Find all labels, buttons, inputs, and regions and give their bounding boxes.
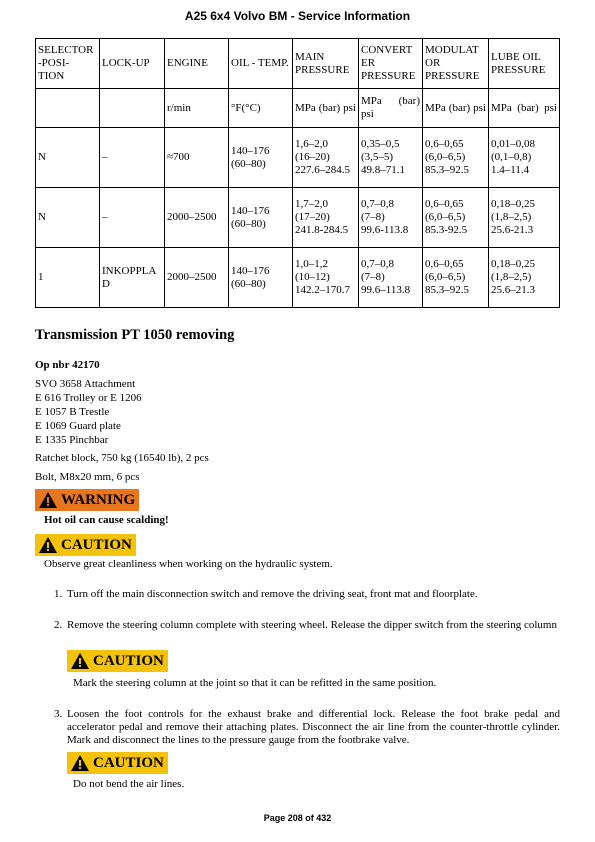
mpa: 0,7–0,8: [361, 198, 394, 210]
step-2: [54, 619, 560, 632]
step-text: Remove the steering column complete with steering wheel. Release the dipper switch from the steering column: [67, 619, 557, 631]
bar: (3,5–5): [361, 151, 394, 163]
step-text: Loosen the foot controls for the exhaust brake and differential lock. Release the foot brake pedal and accelerator pedal and remove their attaching plates. Disconnect the air line from the counter-throttle cylinder. Mark and disconnect the lines to the pressure gauge from the footbrake valve.: [67, 708, 560, 746]
page-header: A25 6x4 Volvo BM - Service Information: [184, 9, 411, 23]
tool-item: E 1335 Pinchbar: [35, 434, 109, 446]
caution-triangle-icon: [38, 536, 58, 554]
lube-pressure-cell: [489, 128, 560, 188]
modulator-pressure-cell: [423, 248, 489, 308]
col-header: SELECTOR -POSI- TION: [36, 39, 100, 89]
caution-text: Observe great cleanliness when working on the hydraulic system.: [44, 558, 333, 570]
psi: 99.6–113.8: [361, 284, 411, 296]
oil-f: 140–176: [231, 264, 270, 277]
col-header: ENGINE: [165, 39, 229, 89]
mpa: 0,6–0,65: [425, 138, 464, 150]
tool-item: E 616 Trolley or E 1206: [35, 392, 142, 404]
bar: (16–20): [295, 151, 330, 163]
warning-triangle-icon: [38, 491, 58, 509]
psi: 85.3–92.5: [425, 164, 469, 176]
mpa: 1,7–2,0: [295, 198, 328, 210]
bolt-line: Bolt, M8x20 mm, 6 pcs: [35, 471, 140, 483]
bar: (6,0–6,5): [425, 151, 466, 163]
table-row: [36, 128, 560, 188]
unit-cell: MPa (bar) psi: [359, 89, 423, 128]
bar: (17–20): [295, 211, 330, 223]
mpa: 0,6–0,65: [425, 258, 464, 270]
unit-cell: MPa (bar) psi: [423, 89, 489, 128]
step-3: [54, 708, 560, 747]
ratchet-line: Ratchet block, 750 kg (16540 lb), 2 pcs: [35, 452, 209, 464]
caution-badge: [67, 752, 168, 774]
lockup-cell: –: [100, 128, 165, 188]
tool-list: [35, 377, 142, 447]
converter-pressure-cell: [359, 128, 423, 188]
engine-cell: 2000–2500: [165, 188, 229, 248]
col-header: MAIN PRESSURE: [293, 39, 359, 89]
converter-pressure-cell: [359, 188, 423, 248]
caution-triangle-icon: [70, 754, 90, 772]
step-1: [54, 588, 560, 601]
caution-label: CAUTION: [93, 754, 164, 771]
mpa: 0,01–0,08: [491, 138, 535, 150]
converter-pressure-cell: [359, 248, 423, 308]
table-row: [36, 248, 560, 308]
caution-text: Do not bend the air lines.: [73, 778, 185, 790]
mpa: 0,18–0,25: [491, 258, 535, 270]
mpa: 0,6–0,65: [425, 198, 464, 210]
bar: (1,8–2,5): [491, 211, 532, 223]
unit-cell: MPa (bar) psi: [489, 89, 560, 128]
psi: 25.6-21.3: [491, 224, 534, 236]
engine-cell: ≈700: [165, 128, 229, 188]
selector-cell: N: [36, 128, 100, 188]
unit-cell: [36, 89, 100, 128]
warning-badge: [35, 489, 139, 511]
tool-item: E 1069 Guard plate: [35, 420, 121, 432]
psi: 85.3–92.5: [425, 284, 469, 296]
oil-f: 140–176: [231, 144, 270, 157]
bar: (0,1–0,8): [491, 151, 532, 163]
mpa: 0,35–0,5: [361, 138, 400, 150]
lockup-cell: INKOPPLA D: [100, 248, 165, 308]
lube-pressure-cell: [489, 248, 560, 308]
selector-cell: N: [36, 188, 100, 248]
tool-item: E 1057 B Trestle: [35, 406, 110, 418]
tool-item: SVO 3658 Attachment: [35, 378, 136, 390]
oil-f: 140–176: [231, 204, 270, 217]
mpa: 1,6–2,0: [295, 138, 328, 150]
psi: 142.2–170.7: [295, 284, 350, 296]
bar: (6,0–6,5): [425, 271, 466, 283]
mpa: 1,0–1,2: [295, 258, 328, 270]
lockup-cell: –: [100, 188, 165, 248]
modulator-pressure-cell: [423, 128, 489, 188]
oil-temp-cell: [229, 248, 293, 308]
oil-c: (60–80): [231, 217, 266, 230]
caution-text: Mark the steering column at the joint so that it can be refitted in the same position.: [73, 677, 437, 689]
oil-temp-cell: [229, 188, 293, 248]
caution-label: CAUTION: [93, 652, 164, 669]
unit-cell: °F(°C): [229, 89, 293, 128]
step-number: 1.: [54, 588, 63, 600]
bar: (10–12): [295, 271, 330, 283]
psi: 99.6-113.8: [361, 224, 409, 236]
psi: 1.4–11.4: [491, 164, 530, 176]
main-pressure-cell: [293, 128, 359, 188]
bar: (1,8–2,5): [491, 271, 532, 283]
step-text: Turn off the main disconnection switch and remove the driving seat, front mat and floorplate.: [67, 588, 478, 600]
table-units-row: [36, 89, 560, 128]
mpa: 0,18–0,25: [491, 198, 535, 210]
unit-cell: [100, 89, 165, 128]
caution-badge: [67, 650, 168, 672]
col-header: LUBE OIL PRESSURE: [489, 39, 560, 89]
page-footer: Page 208 of 432: [263, 813, 332, 823]
modulator-pressure-cell: [423, 188, 489, 248]
warning-label: WARNING: [61, 491, 136, 508]
psi: 85.3-92.5: [425, 224, 468, 236]
lube-pressure-cell: [489, 188, 560, 248]
selector-cell: 1: [36, 248, 100, 308]
col-header: MODULAT OR PRESSURE: [423, 39, 489, 89]
col-header: OIL - TEMP.: [229, 39, 293, 89]
unit-cell: MPa (bar) psi: [293, 89, 359, 128]
col-header: CONVERT ER PRESSURE: [359, 39, 423, 89]
psi: 49.8–71.1: [361, 164, 405, 176]
psi: 241.8-284.5: [295, 224, 349, 236]
table-row: [36, 188, 560, 248]
step-number: 2.: [54, 619, 63, 631]
psi: 25.6–21.3: [491, 284, 535, 296]
mpa: 0,7–0,8: [361, 258, 394, 270]
section-title: Transmission PT 1050 removing: [35, 327, 235, 343]
col-header: LOCK-UP: [100, 39, 165, 89]
main-pressure-cell: [293, 248, 359, 308]
unit-cell: r/min: [165, 89, 229, 128]
warning-text: Hot oil can cause scalding!: [44, 514, 169, 526]
bar: (6,0–6,5): [425, 211, 466, 223]
pressure-spec-table: [35, 38, 560, 308]
engine-cell: 2000–2500: [165, 248, 229, 308]
bar: (7–8): [361, 211, 385, 223]
oil-temp-cell: [229, 128, 293, 188]
step-number: 3.: [54, 708, 63, 720]
table-header-row: [36, 39, 560, 89]
psi: 227.6–284.5: [295, 164, 350, 176]
main-pressure-cell: [293, 188, 359, 248]
caution-badge: [35, 534, 136, 556]
op-number: Op nbr 42170: [35, 359, 100, 371]
caution-label: CAUTION: [61, 536, 132, 553]
oil-c: (60–80): [231, 277, 266, 290]
oil-c: (60–80): [231, 157, 266, 170]
caution-triangle-icon: [70, 652, 90, 670]
bar: (7–8): [361, 271, 385, 283]
